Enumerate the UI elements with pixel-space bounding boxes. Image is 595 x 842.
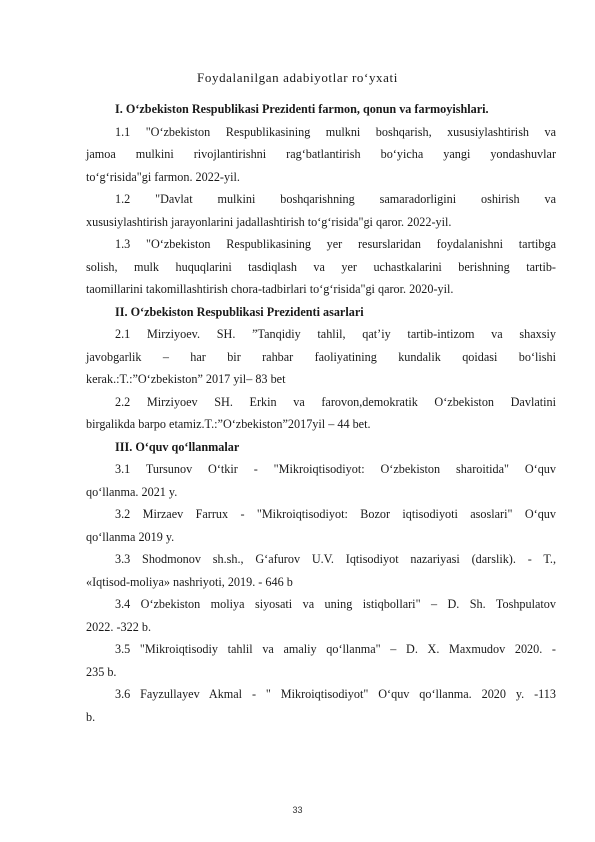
reference-line: 2.1 Mirziyoev. SH. ”Tanqidiy tahlil, qat’iy tartib-intizom va shaxsiy xyxy=(115,327,556,341)
references-list xyxy=(86,98,556,728)
reference-line: 3.5 "Mikroiqtisodiy tahlil va amaliy qo‘llanma" – D. X. Maxmudov 2020. - xyxy=(115,642,556,656)
reference-line: jamoa mulkini rivojlantirishni rag‘batlantirish bo‘yicha yangi yondashuvlar xyxy=(86,147,556,161)
page-number: 33 xyxy=(292,805,303,815)
reference-line: kerak.:T.:”O‘zbekiston” 2017 yil– 83 bet xyxy=(86,372,286,386)
section-heading: II. O‘zbekiston Respublikasi Prezidenti asarlari xyxy=(115,304,364,319)
reference-line: birgalikda barpo etamiz.T.:”O‘zbekiston”2017yil – 44 bet. xyxy=(86,417,371,431)
reference-line: «Iqtisod-moliya» nashriyoti, 2019. - 646 b xyxy=(86,574,293,589)
reference-line: xususiylashtirish jarayonlarini jadallashtirish to‘g‘risida"gi qaror. 2022-yil. xyxy=(86,214,452,229)
reference-line: 3.2 Mirzaev Farrux - "Mikroiqtisodiyot: Bozor iqtisodiyoti asoslari" O‘quv xyxy=(115,507,556,521)
reference-line: 2022. -322 b. xyxy=(86,619,151,634)
reference-line: 3.1 Tursunov O‘tkir - "Mikroiqtisodiyot: O‘zbekiston sharoitida" O‘quv xyxy=(115,462,556,476)
page-title: Foydalanilgan adabiyotlar ro‘yxati xyxy=(197,70,398,85)
reference-line: 3.6 Fayzullayev Akmal - " Mikroiqtisodiyot" O‘quv qo‘llanma. 2020 y. -113 xyxy=(115,687,556,701)
reference-line: 235 b. xyxy=(86,664,117,679)
reference-line: qo‘llanma. 2021 y. xyxy=(86,484,178,499)
reference-line: to‘g‘risida"gi farmon. 2022-yil. xyxy=(86,169,240,184)
reference-line: 1.3 "O‘zbekiston Respublikasining yer resurslaridan foydalanishni tartibga xyxy=(115,237,556,251)
section-heading: I. O‘zbekiston Respublikasi Prezidenti farmon, qonun va farmoyishlari. xyxy=(115,102,489,116)
reference-line: b. xyxy=(86,709,96,724)
reference-line: 3.4 O‘zbekiston moliya siyosati va uning istiqbollari" – D. Sh. Toshpulatov xyxy=(115,597,556,611)
reference-line: javobgarlik – har bir rahbar faoliyatining kundalik qoidasi bo‘lishi xyxy=(86,349,556,364)
reference-line: qo‘llanma 2019 y. xyxy=(86,529,175,544)
reference-line: 1.2 "Davlat mulkini boshqarishning samaradorligini oshirish va xyxy=(115,192,556,206)
reference-line: solish, mulk huquqlarini tasdiqlash va yer uchastkalarini berishning tartib- xyxy=(86,259,556,274)
reference-line: 1.1 "O‘zbekiston Respublikasining mulkni boshqarish, xususiylashtirish va xyxy=(115,124,556,139)
reference-line: 2.2 Mirziyoev SH. Erkin va farovon,demokratik O‘zbekiston Davlatini xyxy=(115,394,556,409)
reference-line: taomillarini takomillashtirish chora-tadbirlari to‘g‘risida"gi qaror. 2020-yil. xyxy=(86,282,454,296)
section-heading: III. O‘quv qo‘llanmalar xyxy=(115,439,240,454)
reference-line: 3.3 Shodmonov sh.sh., G‘afurov U.V. Iqtisodiyot nazariyasi (darslik). - T., xyxy=(115,552,556,566)
